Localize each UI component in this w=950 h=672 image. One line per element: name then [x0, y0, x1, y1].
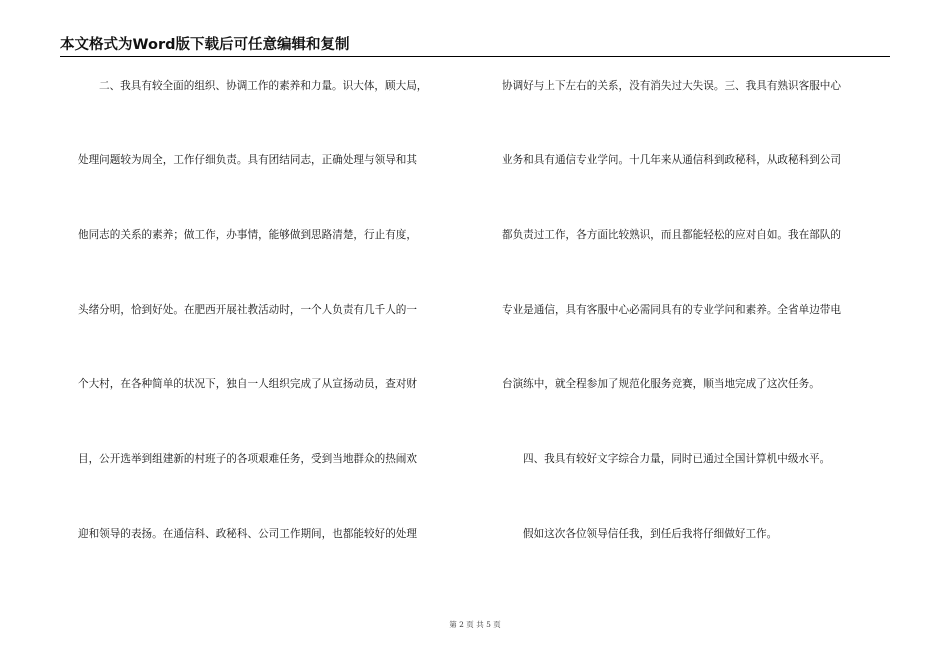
text-line: 业务和具有通信专业学问。十几年来从通信科到政秘科，从政秘科到公司 — [502, 154, 841, 166]
text-line: 都负责过工作，各方面比较熟识，而且都能轻松的应对自如。我在部队的 — [502, 229, 841, 241]
document-header-title: 本文格式为Word版下载后可任意编辑和复制 — [60, 37, 350, 53]
text-line: 专业是通信，具有客服中心必需同具有的专业学问和素养。全省单边带电 — [502, 304, 841, 316]
text-line: 目，公开选举到组建新的村班子的各项艰难任务，受到当地群众的热闹欢 — [78, 453, 417, 465]
text-line: 二、我具有较全面的组织、协调工作的素养和力量。识大体，顾大局， — [99, 80, 428, 92]
text-line: 头绪分明，恰到好处。在肥西开展社教活动时，一个人负责有几千人的一 — [78, 304, 417, 316]
text-line: 台演练中，就全程参加了规范化服务竞赛，顺当地完成了这次任务。 — [502, 378, 820, 390]
page-number-footer: 第 2 页 共 5 页 — [449, 620, 501, 629]
text-line: 个大村，在各种简单的状况下，独自一人组织完成了从宣扬动员，查对财 — [78, 378, 417, 390]
text-line: 四、我具有较好文字综合力量，同时已通过全国计算机中级水平。 — [523, 453, 831, 465]
text-line: 处理问题较为周全，工作仔细负责。具有团结同志，正确处理与领导和其 — [78, 154, 417, 166]
text-line: 协调好与上下左右的关系，没有消失过大失误。三、我具有熟识客服中心 — [502, 80, 841, 92]
text-line: 假如这次各位领导信任我，到任后我将仔细做好工作。 — [523, 528, 778, 540]
text-line: 迎和领导的表扬。在通信科、政秘科、公司工作期间，也都能较好的处理 — [78, 528, 417, 540]
text-line: 他同志的关系的素养；做工作，办事情，能够做到思路清楚，行止有度， — [78, 229, 417, 241]
header-divider — [60, 56, 890, 57]
